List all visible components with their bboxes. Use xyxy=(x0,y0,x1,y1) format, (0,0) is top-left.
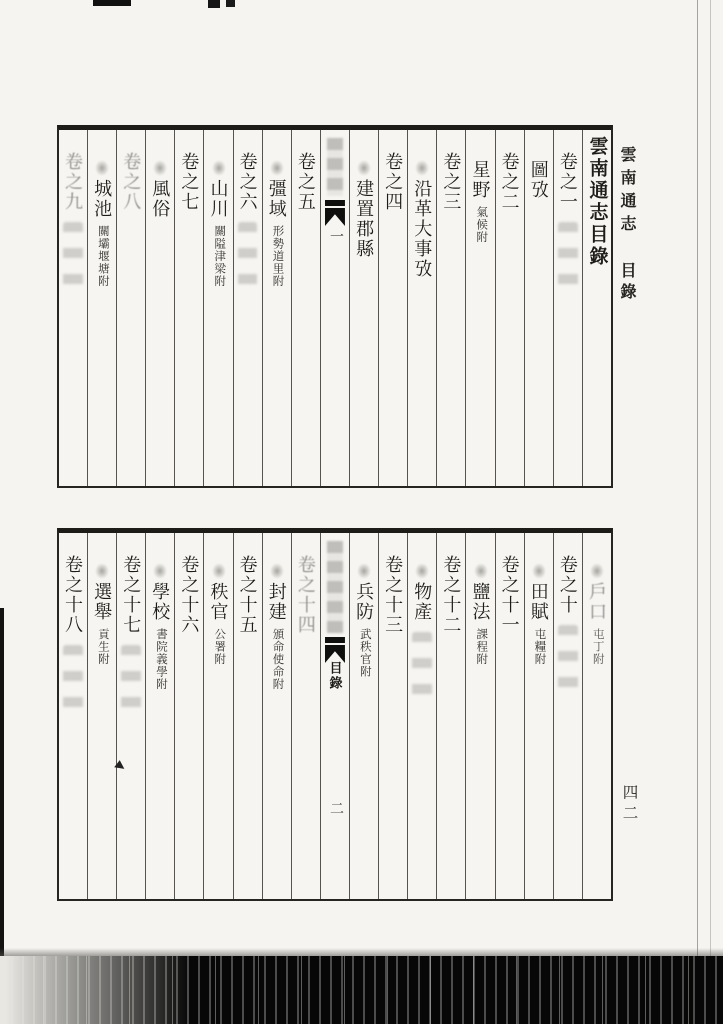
volume-column xyxy=(59,130,87,486)
fold-column xyxy=(320,130,349,486)
entry-column xyxy=(524,130,553,486)
ink-smudge xyxy=(357,160,371,176)
volume-column xyxy=(233,533,262,899)
entry-title: 學校 xyxy=(150,582,171,622)
volume-label: 卷之十七 xyxy=(121,555,142,635)
volume-column xyxy=(59,533,87,899)
volume-column xyxy=(291,533,320,899)
entry-column xyxy=(87,533,116,899)
ink-bleed xyxy=(412,632,432,704)
volume-label: 卷之十六 xyxy=(179,555,200,635)
ink-bleed xyxy=(558,625,578,697)
volume-column xyxy=(436,533,465,899)
ink-smudge xyxy=(357,563,371,579)
ink-smudge xyxy=(532,563,546,579)
entry-annotation: 屯糧附 xyxy=(533,628,546,666)
ink-smudge xyxy=(212,160,226,176)
scan-artifact-band xyxy=(0,956,723,1024)
volume-label: 卷之七 xyxy=(179,152,200,212)
book-title: 雲南通志目錄 xyxy=(586,136,608,268)
volume-label: 卷之三 xyxy=(441,152,462,212)
scan-edge-line xyxy=(697,0,698,956)
volume-label: 卷之十二 xyxy=(441,555,462,635)
entry-title: 物產 xyxy=(412,582,433,622)
volume-label: 卷之八 xyxy=(121,152,142,212)
entry-title: 星野 xyxy=(470,160,491,200)
running-title-section: 目錄 xyxy=(618,262,635,304)
entry-title: 秩官 xyxy=(208,582,229,622)
entry-annotation: 關壩堰塘附 xyxy=(96,225,109,288)
entry-column xyxy=(203,533,232,899)
ink-smudge xyxy=(270,563,284,579)
volume-column xyxy=(436,130,465,486)
ink-smudge xyxy=(474,563,488,579)
volume-label: 卷之十一 xyxy=(499,555,520,635)
entry-title: 山川 xyxy=(208,179,229,219)
entry-title: 圖攷 xyxy=(528,160,549,200)
volume-label: 卷之二 xyxy=(499,152,520,212)
volume-column xyxy=(378,130,407,486)
ink-smudge xyxy=(415,563,429,579)
entry-annotation: 屯丁附 xyxy=(591,628,604,666)
title-column xyxy=(582,130,611,486)
ink-bleed xyxy=(63,645,83,717)
ink-smudge xyxy=(212,563,226,579)
entry-column xyxy=(407,130,436,486)
volume-label: 卷之十 xyxy=(557,555,578,615)
ink-bleed xyxy=(238,222,258,294)
entry-column xyxy=(349,533,378,899)
ink-smudge xyxy=(590,563,604,579)
entry-annotation: 公署附 xyxy=(213,628,226,666)
volume-column xyxy=(553,533,582,899)
volume-label: 卷之九 xyxy=(62,152,83,212)
ink-smudge xyxy=(270,160,284,176)
entry-title: 彊域 xyxy=(266,179,287,219)
volume-column xyxy=(233,130,262,486)
volume-column xyxy=(495,533,524,899)
fold-section-label: 目錄 xyxy=(327,661,343,691)
volume-label: 卷之一 xyxy=(557,152,578,212)
volume-label: 卷之十八 xyxy=(62,555,83,635)
scan-artifact xyxy=(208,0,220,8)
entry-column xyxy=(262,130,291,486)
folio-number: 四二 xyxy=(620,784,638,825)
volume-column xyxy=(495,130,524,486)
entry-column xyxy=(465,533,494,899)
volume-label: 卷之十五 xyxy=(237,555,258,635)
entry-title: 戶口 xyxy=(586,582,607,622)
ink-smudge xyxy=(95,160,109,176)
entry-column xyxy=(87,130,116,486)
entry-annotation: 關隘津梁附 xyxy=(213,225,226,288)
volume-column xyxy=(116,533,145,899)
ink-bleed xyxy=(327,541,343,633)
ink-smudge xyxy=(153,563,167,579)
toc-frame-2 xyxy=(57,528,613,901)
entry-title: 城池 xyxy=(92,179,113,219)
ink-bleed xyxy=(121,645,141,717)
entry-annotation: 氣候附 xyxy=(475,206,488,244)
entry-annotation: 課程附 xyxy=(475,628,488,666)
entry-title: 沿革大事攷 xyxy=(412,179,433,279)
toc-frame-1 xyxy=(57,125,613,488)
scan-artifact xyxy=(226,0,235,7)
entry-annotation: 頒命使命附 xyxy=(271,628,284,691)
entry-title: 封建 xyxy=(266,582,287,622)
entry-title: 兵防 xyxy=(354,582,375,622)
scan-artifact xyxy=(0,948,723,956)
volume-label: 卷之十四 xyxy=(295,555,316,635)
volume-label: 卷之五 xyxy=(295,152,316,212)
entry-title: 風俗 xyxy=(150,179,171,219)
running-title-book: 雲南通志 xyxy=(618,146,635,238)
entry-annotation: 形勢道里附 xyxy=(271,225,284,288)
entry-title: 選舉 xyxy=(92,582,113,622)
entry-column xyxy=(145,130,174,486)
fold-leaf-number: 一 xyxy=(327,229,343,243)
volume-column xyxy=(553,130,582,486)
fold-column xyxy=(320,533,349,899)
running-title xyxy=(618,146,634,304)
scan-artifact xyxy=(93,0,131,6)
scan-edge-line xyxy=(710,0,711,956)
entry-column xyxy=(145,533,174,899)
volume-column xyxy=(116,130,145,486)
ink-smudge xyxy=(153,160,167,176)
volume-column xyxy=(174,130,203,486)
ink-smudge xyxy=(415,160,429,176)
fishtail-icon xyxy=(325,200,345,226)
ink-bleed xyxy=(558,222,578,294)
entry-annotation: 書院義學附 xyxy=(155,628,168,691)
entry-title: 田賦 xyxy=(528,582,549,622)
volume-label: 卷之十三 xyxy=(383,555,404,635)
entry-column xyxy=(524,533,553,899)
entry-column xyxy=(262,533,291,899)
volume-column xyxy=(291,130,320,486)
ink-bleed xyxy=(63,222,83,294)
entry-column xyxy=(465,130,494,486)
ink-smudge xyxy=(95,563,109,579)
entry-annotation: 貢生附 xyxy=(96,628,109,666)
entry-annotation: 武秩官附 xyxy=(358,628,371,678)
entry-column xyxy=(203,130,232,486)
volume-label: 卷之四 xyxy=(383,152,404,212)
fishtail-icon xyxy=(325,637,345,663)
fold-leaf-number: 二 xyxy=(327,801,343,815)
entry-title: 鹽法 xyxy=(470,582,491,622)
ink-bleed xyxy=(327,138,343,196)
volume-label: 卷之六 xyxy=(237,152,258,212)
entry-column xyxy=(349,130,378,486)
entry-column xyxy=(582,533,611,899)
entry-column xyxy=(407,533,436,899)
volume-column xyxy=(378,533,407,899)
entry-title: 建置郡縣 xyxy=(354,179,375,259)
volume-column xyxy=(174,533,203,899)
